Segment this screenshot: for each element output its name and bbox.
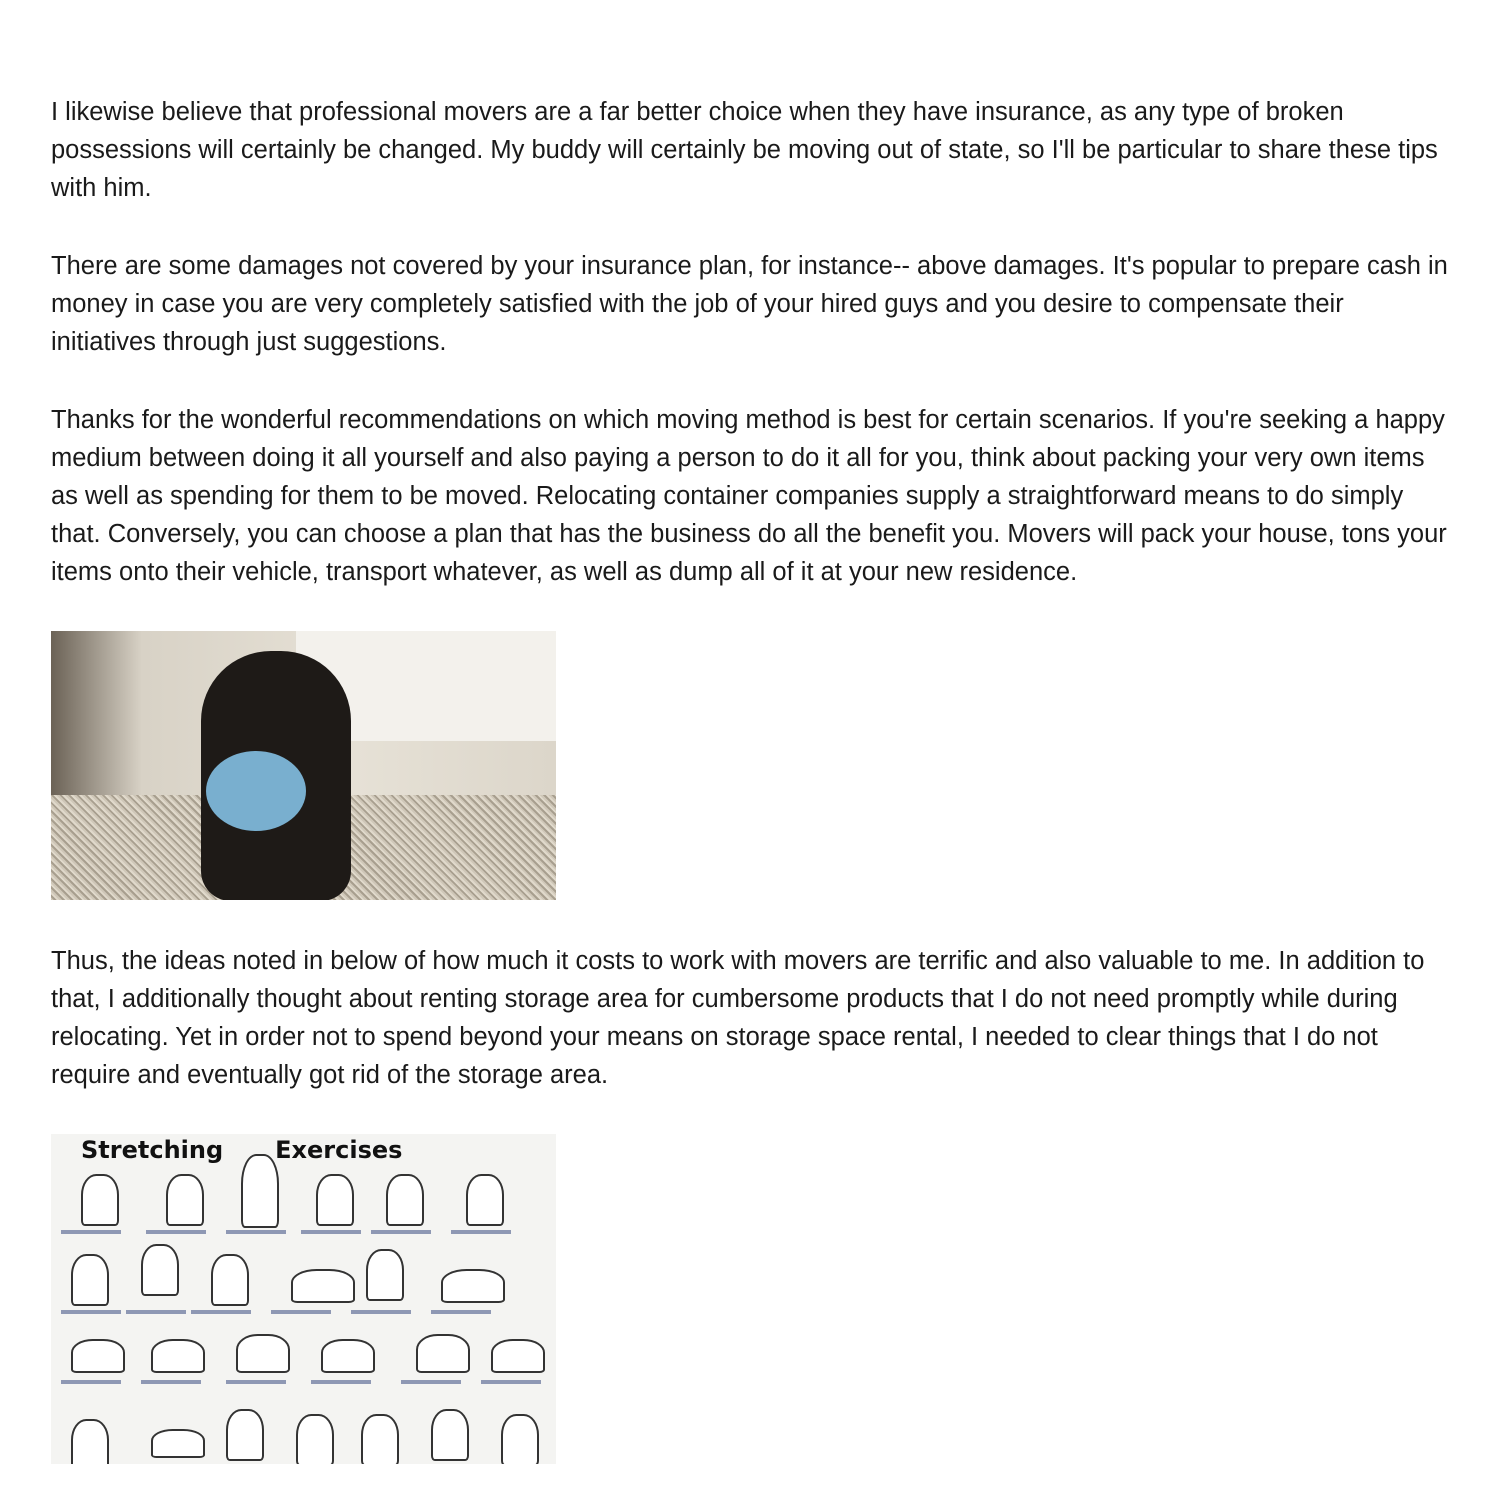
paragraph: There are some damages not covered by your insurance plan, for instance-- above damages. It's popular to prepare cash in money in case you are very completely satisfied with the job of your hired guys and you desire to compensate their initiatives through just suggestions. — [51, 252, 1448, 356]
paragraph: Thus, the ideas noted in below of how much it costs to work with movers are terrific and also valuable to me. In addition to that, I additionally thought about renting storage area for cumbersome products that I do not need promptly while during relocating. Yet in order not to spend beyond your means on storage space rental, I needed to clear things that I do not require and eventually got rid of the storage area. — [51, 947, 1425, 1089]
image-title: Stretching Exercises — [81, 1136, 403, 1164]
article-body — [51, 93, 1451, 1464]
paragraph: Thanks for the wonderful recommendations on which moving method is best for certain scenarios. If you're seeking a happy medium between doing it all yourself and also paying a person to do it all for you, think about packing your very own items as well as spending for them to be moved. Relocating container companies supply a straightforward means to do simply that. Conversely, you can choose a plan that has the business do all the benefit you. Movers will pack your house, tons your items onto their vehicle, transport whatever, as well as dump all of it at your new residence. — [51, 406, 1447, 586]
paragraph: I likewise believe that professional movers are a far better choice when they have insurance, as any type of broken possessions will certainly be changed. My buddy will certainly be moving out of state, so I'll be particular to share these tips with him. — [51, 98, 1438, 202]
stretching-exercises-image — [51, 1134, 556, 1464]
dog-with-ball-image — [51, 631, 556, 900]
